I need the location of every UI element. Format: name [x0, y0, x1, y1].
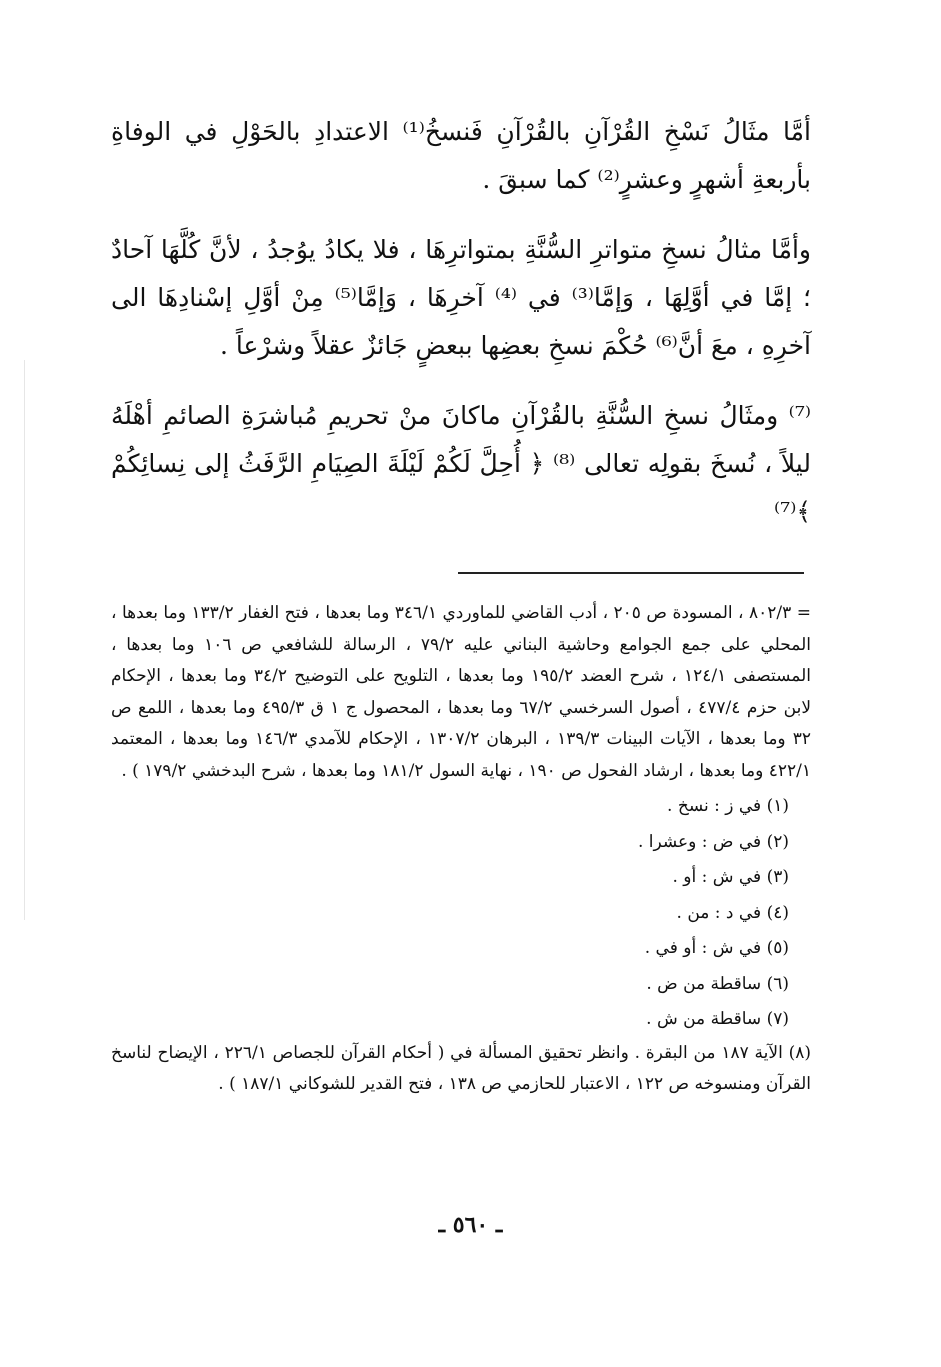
- footnote-8: (٨) الآية ١٨٧ من البقرة . وانظر تحقيق المسألة في ( أحكام القرآن للجصاص ٢٢٦/١ ، الإيضاح لناسخ القرآن ومنسوخه ص ١٢٢ ، الاعتبار للحازمي ص ١٣٨ ، فتح القدير للشوكاني ١٨٧/١ ) .: [111, 1042, 811, 1094]
- footnote-7: (٧) ساقطة من ش .: [646, 1009, 789, 1029]
- footnote-continuation: = ٨٠٢/٣ ، المسودة ص ٢٠٥ ، أدب القاضي للماوردي ٣٤٦/١ وما بعدها ، فتح الغفار ١٣٣/٢ وما بعدها ، المحلي على جمع الجوامع وحاشية البناني عليه ٧٩/٢ ، الرسالة للشافعي ص ١٠٦ وما بعدها ، المستصفى ١٢٤/١ ، شرح العضد ١٩٥/٢ وما بعدها ، التلويح على التوضيح ٣٤/٢ وما بعدها ، الإحكام لابن حزم ٤٧٧/٤ ، أصول السرخسي ٦٧/٢ وما بعدها ، المحصول ج ١ ق ٤٩٥/٣ وما بعدها ، اللمع ص ٣٢ وما بعدها ، الآيات البينات ١٣٩/٣ ، البرهان ١٣٠٧/٢ ، الإحكام للآمدي ١٤٦/٣ وما بعدها ، المعتمد ٤٢٢/١ وما بعدها ، ارشاد الفحول ص ١٩٠ ، نهاية السول ١٨١/٢ وما بعدها ، شرح البدخشي ١٧٩/٢ ) .: [111, 603, 812, 781]
- page-number: ـ ٥٦٠ ـ: [438, 1212, 503, 1238]
- paragraph-sunnah-by-quran: ⁽⁷⁾ ومثَالُ نسخِ السُّنَّةِ بالقُرْآنِ ماكانَ منْ تحريمِ مُباشرَةِ الصائمِ أهْلَهُ ليلاً ، نُسخَ بقولِه تعالى ⁽⁸⁾ ﴿ أُحِلَّ لَكُمْ لَيْلَةَ الصِيَامِ الرَّفَثُ إلى نِسائِكُمْ ﴾⁽⁷⁾: [111, 401, 811, 526]
- paragraph-mutawatir-sunnah: وأمَّا مثالُ نسخِ متواترِ السُّنَّةِ بمتواترِهَا ، فلا يكادُ يوُجدُ ، لأنَّ كُلَّهَا آحادٌ ؛ إمَّا في أوَّلِهَا ، وَإمَّا⁽³⁾ في ⁽⁴⁾ آخرِهَا ، وَإمَّا⁽⁵⁾ مِنْ أوَّلِ إسْنادِهَا الى آخرِهِ ، معَ أنَّ⁽⁶⁾ حُكْمَ نسخِ بعضِها ببعضٍ جَائزٌ عقلاً وشرْعاً .: [111, 235, 812, 360]
- footnote-list: [111, 789, 811, 1038]
- footnote-divider: [458, 572, 804, 574]
- footnote-2: (٢) في ض : وعشرا .: [637, 831, 789, 852]
- footnote-3: (٣) في ش : أو .: [672, 867, 789, 887]
- scan-margin-line: [24, 360, 25, 920]
- main-text-body: [111, 108, 811, 558]
- footnotes-section: [111, 598, 811, 1101]
- footnote-4: (٤) في د : من .: [676, 902, 789, 923]
- footnote-1: (١) في ز : نسخ .: [667, 796, 789, 816]
- footnote-5: (٥) في ش : أو في .: [644, 938, 789, 958]
- footnote-6: (٦) ساقطة من ض .: [646, 973, 789, 994]
- paragraph-quran-by-quran: أمَّا مثَالُ نَسْخِ القُرْآنِ بالقُرْآنِ فَنسخُ⁽¹⁾ الاعتدادِ بالحَوْلِ في الوفاةِ بأربعةِ أشهرٍ وعشرٍ⁽²⁾ كما سبقَ .: [111, 117, 811, 194]
